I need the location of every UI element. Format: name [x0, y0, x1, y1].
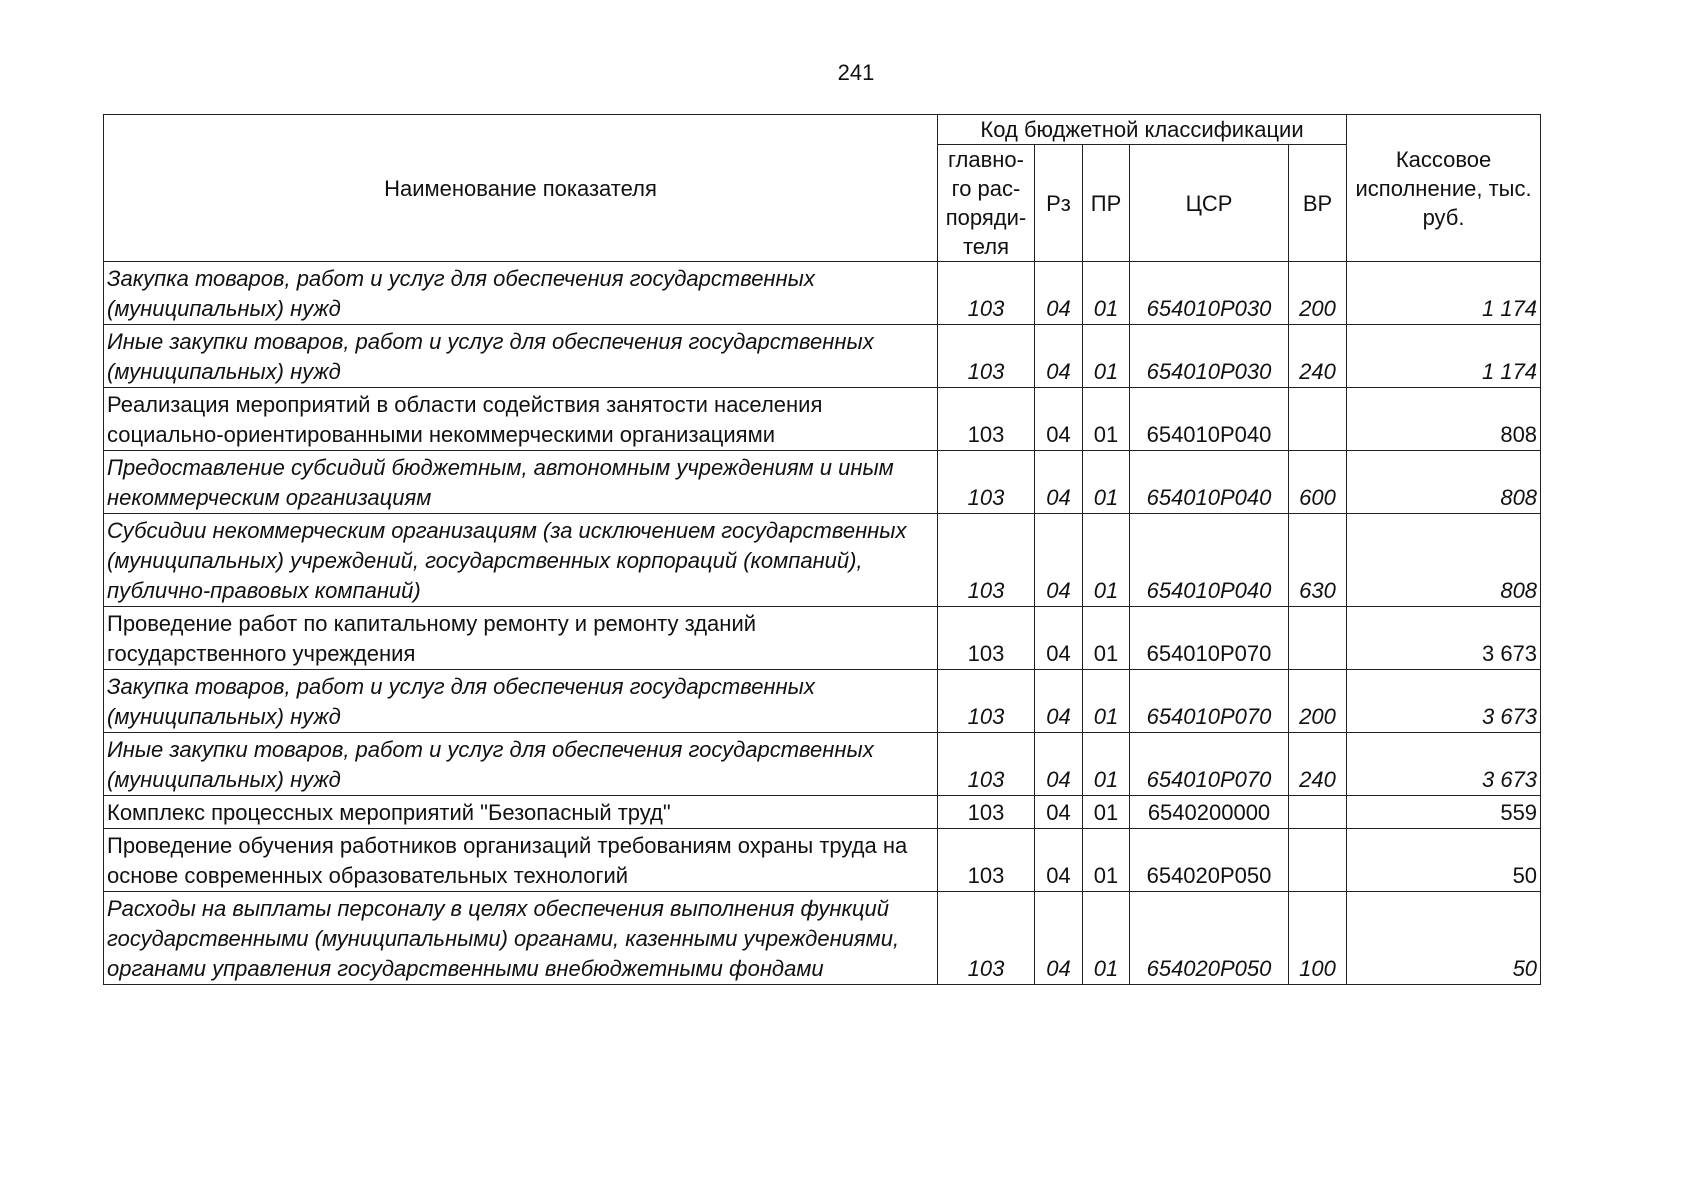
row-rz: 04	[1035, 607, 1083, 670]
row-name: Закупка товаров, работ и услуг для обеспечения государственных (муниципальных) нужд	[104, 262, 938, 325]
row-vr: 600	[1289, 451, 1347, 514]
row-vr	[1289, 796, 1347, 829]
row-rz: 04	[1035, 796, 1083, 829]
row-rz: 04	[1035, 892, 1083, 985]
row-name: Расходы на выплаты персоналу в целях обеспечения выполнения функций государственными (муниципальными) органами, казенными учреждениями, органами управления государственными внебюджетными фондами	[104, 892, 938, 985]
row-csr: 654010P040	[1130, 388, 1289, 451]
row-rz: 04	[1035, 451, 1083, 514]
row-amount: 1 174	[1347, 325, 1541, 388]
row-name: Проведение обучения работников организаций требованиям охраны труда на основе современных образовательных технологий	[104, 829, 938, 892]
row-pr: 01	[1083, 262, 1130, 325]
row-csr: 654010P030	[1130, 262, 1289, 325]
row-pr: 01	[1083, 607, 1130, 670]
table-row	[104, 325, 1541, 388]
budget-execution-table	[103, 114, 1541, 985]
header-csr: ЦСР	[1130, 145, 1289, 262]
row-csr: 654010P040	[1130, 451, 1289, 514]
row-grbs: 103	[938, 451, 1035, 514]
row-amount: 808	[1347, 514, 1541, 607]
row-name: Проведение работ по капитальному ремонту и ремонту зданий государственного учреждения	[104, 607, 938, 670]
row-vr: 200	[1289, 670, 1347, 733]
row-csr: 654010P030	[1130, 325, 1289, 388]
row-amount: 3 673	[1347, 733, 1541, 796]
header-pr: ПР	[1083, 145, 1130, 262]
row-name: Предоставление субсидий бюджетным, автономным учреждениям и иным некоммерческим организациям	[104, 451, 938, 514]
row-name: Реализация мероприятий в области содействия занятости населения социально-ориентированными некоммерческими организациями	[104, 388, 938, 451]
row-amount: 3 673	[1347, 607, 1541, 670]
row-vr: 100	[1289, 892, 1347, 985]
row-grbs: 103	[938, 325, 1035, 388]
header-vr: ВР	[1289, 145, 1347, 262]
row-amount: 3 673	[1347, 670, 1541, 733]
row-csr: 654010P070	[1130, 670, 1289, 733]
row-amount: 1 174	[1347, 262, 1541, 325]
row-name: Иные закупки товаров, работ и услуг для обеспечения государственных (муниципальных) нужд	[104, 733, 938, 796]
row-rz: 04	[1035, 262, 1083, 325]
header-cash-execution: Кассовое исполнение, тыс. руб.	[1347, 115, 1541, 262]
row-vr: 240	[1289, 325, 1347, 388]
row-pr: 01	[1083, 514, 1130, 607]
row-rz: 04	[1035, 670, 1083, 733]
table-row	[104, 670, 1541, 733]
row-grbs: 103	[938, 388, 1035, 451]
row-vr	[1289, 388, 1347, 451]
row-pr: 01	[1083, 388, 1130, 451]
row-pr: 01	[1083, 670, 1130, 733]
row-grbs: 103	[938, 892, 1035, 985]
row-pr: 01	[1083, 325, 1130, 388]
row-rz: 04	[1035, 733, 1083, 796]
table-row	[104, 514, 1541, 607]
row-csr: 654010P070	[1130, 733, 1289, 796]
row-amount: 808	[1347, 388, 1541, 451]
page-number: 241	[837, 60, 875, 85]
row-grbs: 103	[938, 262, 1035, 325]
row-csr: 654020P050	[1130, 829, 1289, 892]
row-grbs: 103	[938, 514, 1035, 607]
header-budget-classification-code: Код бюджетной классификации	[938, 115, 1347, 145]
row-name: Закупка товаров, работ и услуг для обеспечения государственных (муниципальных) нужд	[104, 670, 938, 733]
row-pr: 01	[1083, 796, 1130, 829]
row-pr: 01	[1083, 892, 1130, 985]
row-csr: 6540200000	[1130, 796, 1289, 829]
row-amount: 50	[1347, 829, 1541, 892]
row-pr: 01	[1083, 733, 1130, 796]
row-csr: 654010P070	[1130, 607, 1289, 670]
table-row	[104, 607, 1541, 670]
row-amount: 808	[1347, 451, 1541, 514]
table-row	[104, 892, 1541, 985]
row-vr	[1289, 829, 1347, 892]
row-vr: 630	[1289, 514, 1347, 607]
row-amount: 50	[1347, 892, 1541, 985]
header-rz: Рз	[1035, 145, 1083, 262]
row-rz: 04	[1035, 514, 1083, 607]
table-row	[104, 451, 1541, 514]
header-name: Наименование показателя	[104, 115, 938, 262]
row-grbs: 103	[938, 829, 1035, 892]
row-pr: 01	[1083, 451, 1130, 514]
row-grbs: 103	[938, 607, 1035, 670]
row-vr	[1289, 607, 1347, 670]
row-amount: 559	[1347, 796, 1541, 829]
row-pr: 01	[1083, 829, 1130, 892]
row-csr: 654010P040	[1130, 514, 1289, 607]
row-grbs: 103	[938, 733, 1035, 796]
row-name: Субсидии некоммерческим организациям (за исключением государственных (муниципальных) учреждений, государственных корпораций (компаний), публично-правовых компаний)	[104, 514, 938, 607]
row-rz: 04	[1035, 325, 1083, 388]
header-chief-administrator: главно- го рас- поряди- теля	[938, 145, 1035, 262]
row-rz: 04	[1035, 829, 1083, 892]
row-grbs: 103	[938, 796, 1035, 829]
table-row	[104, 796, 1541, 829]
row-vr: 200	[1289, 262, 1347, 325]
table-row	[104, 388, 1541, 451]
row-grbs: 103	[938, 670, 1035, 733]
row-csr: 654020P050	[1130, 892, 1289, 985]
table-row	[104, 733, 1541, 796]
table-row	[104, 829, 1541, 892]
row-vr: 240	[1289, 733, 1347, 796]
row-rz: 04	[1035, 388, 1083, 451]
table-row	[104, 262, 1541, 325]
row-name: Комплекс процессных мероприятий "Безопасный труд"	[104, 796, 938, 829]
row-name: Иные закупки товаров, работ и услуг для обеспечения государственных (муниципальных) нужд	[104, 325, 938, 388]
